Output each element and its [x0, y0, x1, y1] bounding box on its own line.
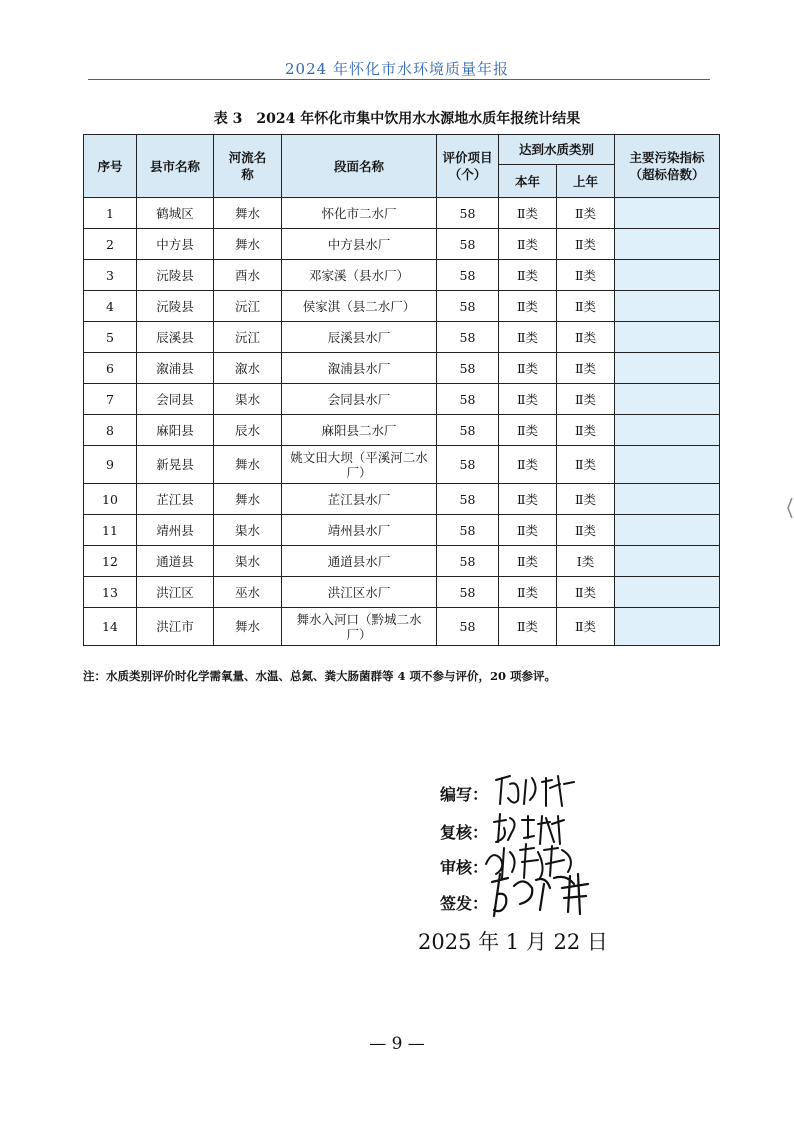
col-header-this-year: 本年 [499, 165, 557, 198]
cell-pollutants [615, 198, 720, 229]
col-header-county: 县市名称 [137, 135, 214, 198]
cell-river: 舞水 [214, 446, 282, 484]
cell-items: 58 [437, 546, 499, 577]
cell-last-year: Ⅱ类 [557, 608, 615, 646]
compiler-signature [490, 770, 580, 810]
cell-pollutants [615, 415, 720, 446]
cell-items: 58 [437, 353, 499, 384]
cell-no: 12 [84, 546, 137, 577]
cell-river: 舞水 [214, 229, 282, 260]
cell-items: 58 [437, 484, 499, 515]
cell-pollutants [615, 515, 720, 546]
cell-last-year: Ⅱ类 [557, 384, 615, 415]
cell-no: 14 [84, 608, 137, 646]
cell-this-year: Ⅱ类 [499, 484, 557, 515]
table-row [84, 322, 720, 353]
col-header-pollutants-text: 主要污染指标（超标倍数） [629, 150, 705, 182]
cell-river: 辰水 [214, 415, 282, 446]
table-row [84, 484, 720, 515]
cell-items: 58 [437, 291, 499, 322]
table-row [84, 415, 720, 446]
cell-items: 58 [437, 260, 499, 291]
cell-items: 58 [437, 446, 499, 484]
cell-river: 酉水 [214, 260, 282, 291]
cell-this-year: Ⅱ类 [499, 384, 557, 415]
table-row [84, 291, 720, 322]
cell-items: 58 [437, 415, 499, 446]
cell-no: 4 [84, 291, 137, 322]
col-header-items [437, 135, 499, 198]
cell-this-year: Ⅱ类 [499, 353, 557, 384]
cell-last-year: Ⅰ类 [557, 546, 615, 577]
cell-last-year: Ⅱ类 [557, 260, 615, 291]
cell-no: 2 [84, 229, 137, 260]
table-row [84, 198, 720, 229]
table-row [84, 577, 720, 608]
cell-county: 麻阳县 [137, 415, 214, 446]
cell-section: 中方县水厂 [282, 229, 437, 260]
table-row [84, 384, 720, 415]
header-rule [88, 79, 710, 80]
cell-river: 巫水 [214, 577, 282, 608]
cell-items: 58 [437, 198, 499, 229]
approver-signature [484, 866, 604, 922]
cell-no: 6 [84, 353, 137, 384]
cell-this-year: Ⅱ类 [499, 415, 557, 446]
cell-county: 中方县 [137, 229, 214, 260]
cell-county: 会同县 [137, 384, 214, 415]
cell-no: 11 [84, 515, 137, 546]
cell-river: 渠水 [214, 515, 282, 546]
audit-label: 审核： [440, 858, 489, 877]
sign-date: 2025 年 1 月 22 日 [418, 930, 608, 954]
cell-this-year: Ⅱ类 [499, 198, 557, 229]
cell-county: 鹤城区 [137, 198, 214, 229]
cell-no: 13 [84, 577, 137, 608]
table-caption: 表 3 2024 年怀化市集中饮用水水源地水质年报统计结果 [213, 111, 581, 127]
cell-pollutants [615, 322, 720, 353]
cell-items: 58 [437, 608, 499, 646]
cell-items: 58 [437, 322, 499, 353]
cell-no: 3 [84, 260, 137, 291]
cell-river: 沅江 [214, 322, 282, 353]
col-header-river [214, 135, 282, 198]
cell-last-year: Ⅱ类 [557, 446, 615, 484]
cell-last-year: Ⅱ类 [557, 291, 615, 322]
cell-county: 芷江县 [137, 484, 214, 515]
cell-section: 侯家淇（县二水厂） [282, 291, 437, 322]
cell-no: 7 [84, 384, 137, 415]
table-row [84, 515, 720, 546]
col-header-last-year: 上年 [557, 165, 615, 198]
cell-last-year: Ⅱ类 [557, 577, 615, 608]
binding-mark [786, 498, 794, 518]
cell-county: 溆浦县 [137, 353, 214, 384]
cell-last-year: Ⅱ类 [557, 353, 615, 384]
cell-county: 沅陵县 [137, 260, 214, 291]
cell-last-year: Ⅱ类 [557, 198, 615, 229]
running-header: 2024 年怀化市水环境质量年报 [285, 60, 509, 78]
cell-section: 靖州县水厂 [282, 515, 437, 546]
cell-section: 怀化市二水厂 [282, 198, 437, 229]
cell-no: 5 [84, 322, 137, 353]
review-label: 复核： [440, 823, 489, 842]
cell-last-year: Ⅱ类 [557, 415, 615, 446]
cell-river: 舞水 [214, 608, 282, 646]
cell-county: 靖州县 [137, 515, 214, 546]
cell-river: 渠水 [214, 384, 282, 415]
cell-section: 洪江区水厂 [282, 577, 437, 608]
cell-this-year: Ⅱ类 [499, 515, 557, 546]
cell-section: 姚文田大坝（平溪河二水厂） [282, 446, 437, 484]
table-note: 注：水质类别评价时化学需氧量、水温、总氮、粪大肠菌群等 4 项不参与评价，20 项参评。 [83, 669, 557, 683]
cell-pollutants [615, 384, 720, 415]
cell-pollutants [615, 260, 720, 291]
cell-this-year: Ⅱ类 [499, 546, 557, 577]
col-header-class-group: 达到水质类别 [499, 135, 615, 165]
cell-pollutants [615, 608, 720, 646]
cell-items: 58 [437, 577, 499, 608]
cell-items: 58 [437, 229, 499, 260]
cell-this-year: Ⅱ类 [499, 577, 557, 608]
cell-river: 舞水 [214, 484, 282, 515]
table-row [84, 546, 720, 577]
cell-section: 溆浦县水厂 [282, 353, 437, 384]
cell-section: 麻阳县二水厂 [282, 415, 437, 446]
cell-section: 会同县水厂 [282, 384, 437, 415]
cell-this-year: Ⅱ类 [499, 291, 557, 322]
cell-pollutants [615, 229, 720, 260]
cell-section: 辰溪县水厂 [282, 322, 437, 353]
cell-items: 58 [437, 515, 499, 546]
cell-pollutants [615, 353, 720, 384]
cell-section: 通道县水厂 [282, 546, 437, 577]
cell-county: 辰溪县 [137, 322, 214, 353]
cell-last-year: Ⅱ类 [557, 322, 615, 353]
cell-section: 芷江县水厂 [282, 484, 437, 515]
cell-pollutants [615, 484, 720, 515]
cell-county: 新晃县 [137, 446, 214, 484]
col-header-river-text: 河流名称 [228, 150, 267, 182]
cell-pollutants [615, 546, 720, 577]
cell-county: 洪江市 [137, 608, 214, 646]
cell-last-year: Ⅱ类 [557, 515, 615, 546]
table-row [84, 446, 720, 484]
cell-this-year: Ⅱ类 [499, 446, 557, 484]
cell-this-year: Ⅱ类 [499, 229, 557, 260]
cell-last-year: Ⅱ类 [557, 229, 615, 260]
cell-no: 8 [84, 415, 137, 446]
table-row [84, 353, 720, 384]
cell-last-year: Ⅱ类 [557, 484, 615, 515]
page-number: — 9 — [369, 1034, 425, 1054]
col-header-no: 序号 [84, 135, 137, 198]
table-row [84, 260, 720, 291]
col-header-pollutants [615, 135, 720, 198]
cell-county: 沅陵县 [137, 291, 214, 322]
cell-river: 舞水 [214, 198, 282, 229]
cell-this-year: Ⅱ类 [499, 322, 557, 353]
cell-this-year: Ⅱ类 [499, 608, 557, 646]
cell-section: 邓家溪（县水厂） [282, 260, 437, 291]
cell-river: 沅江 [214, 291, 282, 322]
cell-no: 9 [84, 446, 137, 484]
table-body [84, 198, 720, 646]
col-header-section: 段面名称 [282, 135, 437, 198]
cell-items: 58 [437, 384, 499, 415]
col-header-items-text: 评价项目（个） [442, 150, 493, 182]
cell-river: 渠水 [214, 546, 282, 577]
cell-pollutants [615, 577, 720, 608]
cell-river: 溆水 [214, 353, 282, 384]
cell-no: 10 [84, 484, 137, 515]
table-row [84, 608, 720, 646]
table-row [84, 229, 720, 260]
compile-label: 编写： [440, 785, 489, 804]
cell-pollutants [615, 446, 720, 484]
water-quality-table [83, 134, 720, 646]
cell-section: 舞水入河口（黔城二水厂） [282, 608, 437, 646]
cell-county: 通道县 [137, 546, 214, 577]
cell-no: 1 [84, 198, 137, 229]
approve-label: 签发： [440, 894, 489, 913]
cell-pollutants [615, 291, 720, 322]
cell-county: 洪江区 [137, 577, 214, 608]
cell-this-year: Ⅱ类 [499, 260, 557, 291]
